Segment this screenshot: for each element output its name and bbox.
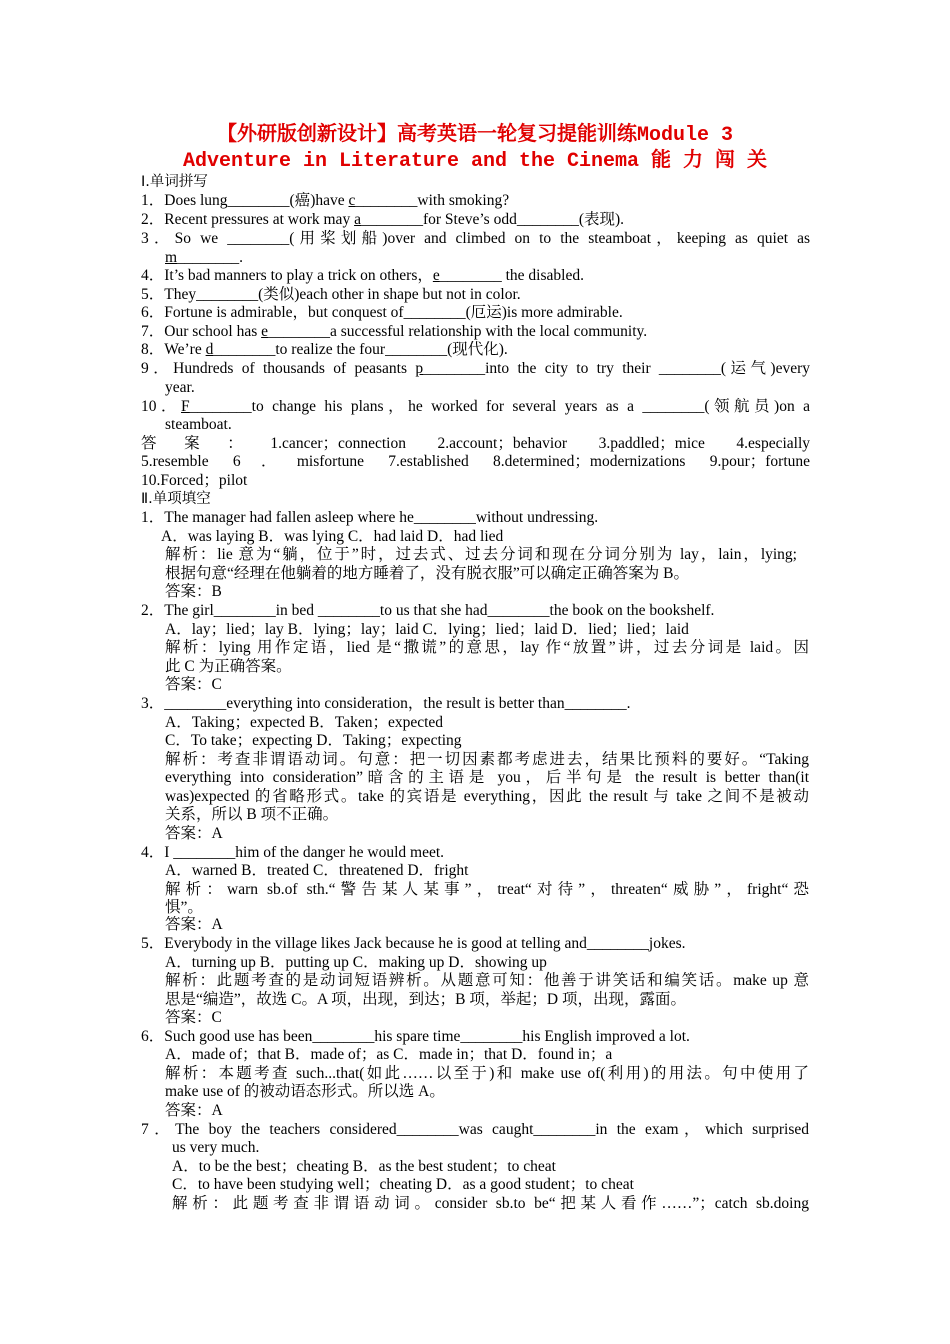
s1-q2-hint-letter: a: [354, 211, 361, 228]
s2-q7-options-2: C．to have been studying well；cheating D．as a good student；to cheat: [172, 1176, 634, 1193]
section-2-heading: Ⅱ.单项填空: [141, 491, 211, 507]
s1-question-8: [141, 341, 508, 359]
s2-q3-answer: 答案：A: [165, 825, 223, 842]
s1-q9-text-c: ________into the city to try their ________(运气)every: [423, 360, 810, 377]
s1-question-2: [141, 211, 624, 229]
s1-question-10-cont: steamboat.: [165, 416, 232, 433]
s1-question-3-cont: [165, 249, 243, 267]
s1-q8-hint-letter: d: [205, 341, 214, 358]
s2-q4-explanation-2: 惧”。: [165, 899, 203, 916]
s2-q3-stem: 3．________everything into consideration，the result is better than________.: [141, 695, 631, 712]
s2-q1-stem: 1．The manager had fallen asleep where he________without undressing.: [141, 509, 599, 526]
s1-q7-hint-letter: e: [261, 323, 269, 340]
s2-q2-stem: 2．The girl________in bed ________to us that she had________the book on the bookshelf.: [141, 602, 715, 619]
s1-q10-text-c: ________to change his plans，he worked for several years as a ________(领航员)on a: [189, 398, 810, 415]
s2-q6-options: A．made of；that B．made of；as C．made in；that D．found in；a: [165, 1046, 613, 1063]
s2-q3-explanation-3: was)expected 的省略形式。take 的宾语是 everything，因此 the result 与 take 之间不是被动: [165, 788, 809, 805]
s2-q4-stem: 4．I ________him of the danger he would meet.: [141, 844, 445, 861]
section-1-heading: Ⅰ.单词拼写: [141, 174, 208, 190]
s2-q5-answer: 答案：C: [165, 1009, 222, 1026]
s1-q10-text-a: 10．: [141, 398, 182, 415]
s1-q8-text-c: ________to realize the four________(现代化).: [213, 341, 508, 358]
s2-q1-options: A．was laying B．was lying C．had laid D．had lied: [161, 528, 504, 545]
title-line-1: 【外研版创新设计】高考英语一轮复习提能训练Module 3: [216, 124, 733, 147]
s2-q4-explanation-1: 解析：warn sb.of sth.“警告某人某事”，treat“对待”，threaten“威胁”，fright“恐: [165, 881, 809, 898]
s2-q6-explanation-2: make use of 的被动语态形式。所以选 A。: [165, 1083, 445, 1100]
s1-question-6: 6．Fortune is admirable，but conquest of________(厄运)is more admirable.: [141, 304, 623, 321]
s1-q9-hint-letter: p: [415, 360, 424, 377]
s2-q2-explanation-1: 解析：lying 用作定语，lied 是“撒谎”的意思，lay 作“放置”讲，过去分词是 laid。因: [165, 639, 809, 656]
s1-q2-text-a: 2．Recent pressures at work may: [141, 211, 355, 228]
s1-q1-text-a: 1．Does lung________(癌)have: [141, 192, 349, 209]
s1-q4-hint-letter: e: [432, 267, 440, 284]
s1-answer-line-2: 5.resemble 6．misfortune 7.established 8.determined；modernizations 9.pour；fortune: [141, 453, 810, 470]
s1-q10-hint-letter: F: [181, 398, 190, 415]
s2-q7-stem-1: 7．The boy the teachers considered________was caught________in the exam，which surprised: [141, 1121, 809, 1138]
s2-q6-explanation-1: 解析：本题考查 such...that(如此……以至于)和 make use of(利用)的用法。句中使用了: [165, 1065, 809, 1082]
s1-q3-text-c: ________.: [177, 249, 243, 266]
s1-question-1: [141, 192, 509, 210]
s2-q6-answer: 答案：A: [165, 1102, 223, 1119]
s1-q4-text-c: ________ the disabled.: [439, 267, 584, 284]
s1-q4-text-a: 4．It’s bad manners to play a trick on others，: [141, 267, 433, 284]
s2-q3-explanation-1: 解析：考查非谓语动词。句意：把一切因素都考虑进去，结果比预料的要好。“Taking: [165, 751, 809, 768]
title-line-2: Adventure in Literature and the Cinema 能 力 闯 关: [182, 150, 768, 173]
s1-question-5: 5．They________(类似)each other in shape but not in color.: [141, 286, 521, 303]
s1-question-10: [141, 398, 810, 416]
s2-q3-explanation-2: everything into consideration”暗含的主语是 you，后半句是 the result is better than(it: [165, 769, 809, 786]
s2-q2-explanation-2: 此 C 为正确答案。: [165, 658, 292, 675]
s1-q9-text-a: 9．Hundreds of thousands of peasants: [141, 360, 416, 377]
s2-q1-explanation-1: 解析：lie 意为“躺，位于”时，过去式、过去分词和现在分词分别为 lay，lain，lying;: [165, 546, 797, 563]
s2-q4-options: A．warned B．treated C．threatened D．fright: [165, 862, 469, 879]
s1-question-9-cont: year.: [165, 379, 195, 396]
s2-q7-options-1: A．to be the best；cheating B．as the best student；to cheat: [172, 1158, 556, 1175]
s2-q2-options: A．lay；lied；lay B．lying；lay；laid C．lying；lied；laid D．lied；lied；laid: [165, 621, 689, 638]
s1-q3-hint-letter: m: [165, 249, 178, 266]
s1-question-4: [141, 267, 584, 285]
s2-q2-answer: 答案：C: [165, 676, 222, 693]
s2-q5-explanation-1: 解析：此题考查的是动词短语辨析。从题意可知：他善于讲笑话和编笑话。make up 意: [165, 972, 809, 989]
s1-q7-text-c: ________a successful relationship with the local community.: [268, 323, 648, 340]
s1-q8-text-a: 8．We’re: [141, 341, 206, 358]
s2-q3-options-2: C．To take；expecting D．Taking；expecting: [165, 732, 462, 749]
s2-q3-options-1: A．Taking；expected B．Taken；expected: [165, 714, 444, 731]
s1-q7-text-a: 7．Our school has: [141, 323, 262, 340]
s1-q1-hint-letter: c: [348, 192, 356, 209]
s2-q5-options: A．turning up B．putting up C．making up D．showing up: [165, 954, 547, 971]
s2-q1-explanation-2: 根据句意“经理在他躺着的地方睡着了，没有脱衣服”可以确定正确答案为 B。: [165, 565, 689, 582]
s2-q5-explanation-2: 思是“编造”，故选 C。A 项，出现，到达；B 项，举起；D 项，出现，露面。: [165, 991, 686, 1008]
s1-q1-text-c: ________with smoking?: [355, 192, 510, 209]
s2-q7-explanation-1: 解析：此题考查非谓语动词。consider sb.to be“把某人看作……”；catch sb.doing: [172, 1195, 809, 1212]
s1-answer-line-1: 答案：1.cancer；connection 2.account；behavior 3.paddled；mice 4.especially: [141, 435, 810, 452]
s1-answer-line-3: 10.Forced；pilot: [141, 472, 248, 489]
s2-q1-answer: 答案：B: [165, 583, 222, 600]
s2-q6-stem: 6．Such good use has been________his spare time________his English improved a lot.: [141, 1028, 690, 1045]
s2-q5-stem: 5．Everybody in the village likes Jack because he is good at telling and________jokes.: [141, 935, 686, 952]
s1-question-7: [141, 323, 647, 341]
s2-q3-explanation-4: 关系，所以 B 项不正确。: [165, 806, 339, 823]
s1-question-9: [141, 360, 810, 378]
s2-q7-stem-2: us very much.: [172, 1139, 260, 1156]
s1-question-3: 3．So we ________(用桨划船)over and climbed on to the steamboat，keeping as quiet as: [141, 230, 810, 247]
s1-q2-text-c: ________for Steve’s odd________(表现).: [360, 211, 625, 228]
s2-q4-answer: 答案：A: [165, 916, 223, 933]
